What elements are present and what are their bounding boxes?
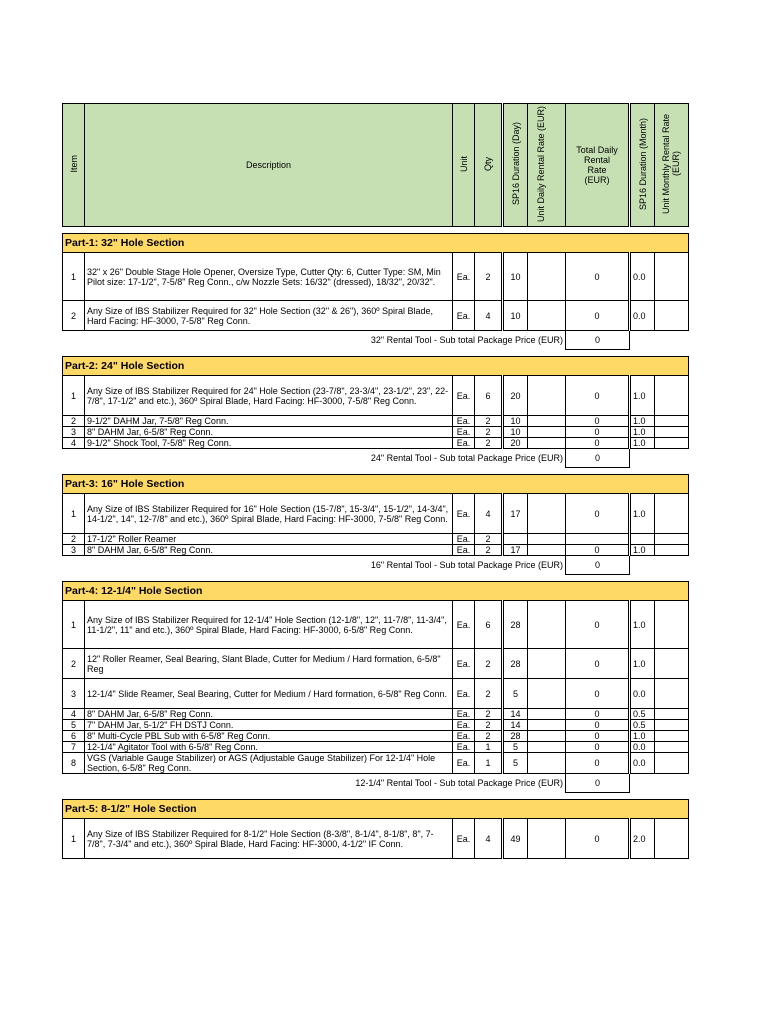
item-unit: Ea. xyxy=(453,545,475,556)
section-title: Part-2: 24" Hole Section xyxy=(63,357,689,376)
item-unit-daily-rate xyxy=(528,731,566,742)
item-duration-month: 1.0 xyxy=(630,601,655,649)
item-duration-day: 28 xyxy=(503,601,528,649)
spacer xyxy=(63,575,689,582)
item-unit-monthly-rate xyxy=(655,720,689,731)
header-description: Description xyxy=(85,104,453,227)
item-unit-daily-rate xyxy=(528,376,566,416)
table-row xyxy=(63,720,689,731)
item-unit: Ea. xyxy=(453,649,475,679)
item-duration-day: 49 xyxy=(503,819,528,859)
item-number: 2 xyxy=(63,416,85,427)
item-unit: Ea. xyxy=(453,253,475,301)
subtotal-label: 16" Rental Tool - Sub total Package Price (EUR) xyxy=(370,560,563,571)
table-row xyxy=(63,819,689,859)
item-unit: Ea. xyxy=(453,601,475,649)
item-total-daily-rate: 0 xyxy=(566,438,630,449)
item-description: 8" DAHM Jar, 6-5/8" Reg Conn. xyxy=(85,709,453,720)
item-duration-day xyxy=(503,534,528,545)
item-description: 9-1/2" Shock Tool, 7-5/8" Reg Conn. xyxy=(85,438,453,449)
section-header xyxy=(63,475,689,494)
table-row xyxy=(63,731,689,742)
item-unit-daily-rate xyxy=(528,601,566,649)
item-total-daily-rate: 0 xyxy=(566,649,630,679)
item-duration-day: 10 xyxy=(503,301,528,331)
subtotal-spacer xyxy=(630,331,689,350)
item-number: 2 xyxy=(63,301,85,331)
subtotal-row xyxy=(63,331,689,350)
item-number: 1 xyxy=(63,253,85,301)
section-title: Part-3: 16" Hole Section xyxy=(63,475,689,494)
header-unit-daily xyxy=(528,104,566,227)
item-number: 3 xyxy=(63,545,85,556)
item-total-daily-rate: 0 xyxy=(566,253,630,301)
item-unit: Ea. xyxy=(453,438,475,449)
header-qty-label: Qty xyxy=(483,156,493,171)
item-unit-daily-rate xyxy=(528,753,566,774)
item-unit-monthly-rate xyxy=(655,416,689,427)
header-total-daily: Total Daily Rental Rate (EUR) xyxy=(566,104,630,227)
rental-table xyxy=(62,103,689,859)
item-duration-day: 28 xyxy=(503,649,528,679)
subtotal-row xyxy=(63,556,689,575)
table-row xyxy=(63,534,689,545)
spacer xyxy=(63,468,689,475)
item-qty: 2 xyxy=(475,438,503,449)
table-row xyxy=(63,494,689,534)
item-duration-day: 5 xyxy=(503,679,528,709)
item-duration-day: 10 xyxy=(503,427,528,438)
subtotal-value: 0 xyxy=(566,774,630,793)
item-unit: Ea. xyxy=(453,720,475,731)
item-description: 12" Roller Reamer, Seal Bearing, Slant Blade, Cutter for Medium / Hard formation, 6-5/8" Reg xyxy=(85,649,453,679)
item-description: Any Size of IBS Stabilizer Required for 32" Hole Section (32" & 26"), 360º Spiral Blade, Hard Facing: HF-3000, 7-5/8" Reg Conn. xyxy=(85,301,453,331)
rental-tool-sheet xyxy=(62,103,690,859)
item-unit: Ea. xyxy=(453,819,475,859)
item-duration-month: 0.5 xyxy=(630,709,655,720)
item-unit-monthly-rate xyxy=(655,601,689,649)
table-row xyxy=(63,301,689,331)
item-total-daily-rate: 0 xyxy=(566,427,630,438)
subtotal-label: 24" Rental Tool - Sub total Package Price (EUR) xyxy=(370,453,563,464)
item-description: 32" x 26" Double Stage Hole Opener, Oversize Type, Cutter Qty: 6, Cutter Type: SM, Min Pilot size: 17-1/2", 7-5/8" Reg Conn., c/w Nozzle Sets: 16/32" (dressed), 18/32", 20/32". xyxy=(85,253,453,301)
item-duration-month: 0.5 xyxy=(630,720,655,731)
item-unit: Ea. xyxy=(453,494,475,534)
item-unit-monthly-rate xyxy=(655,709,689,720)
item-qty: 4 xyxy=(475,301,503,331)
subtotal-value: 0 xyxy=(566,331,630,350)
item-description: 9-1/2" DAHM Jar, 7-5/8" Reg Conn. xyxy=(85,416,453,427)
header-sp16-day-label: SP16 Duration (Day) xyxy=(510,122,521,206)
item-unit-daily-rate xyxy=(528,253,566,301)
item-duration-month: 1.0 xyxy=(630,649,655,679)
item-description: Any Size of IBS Stabilizer Required for 24" Hole Section (23-7/8", 23-3/4", 23-1/2", 23", 22-7/8", 17-1/2" and etc.), 360º Spiral Blade, Hard Facing: HF-3000, 7-5/8" Reg Conn. xyxy=(85,376,453,416)
header-item-label: Item xyxy=(68,155,79,173)
item-unit-daily-rate xyxy=(528,534,566,545)
item-qty: 2 xyxy=(475,427,503,438)
item-duration-day: 10 xyxy=(503,416,528,427)
item-number: 1 xyxy=(63,819,85,859)
item-unit: Ea. xyxy=(453,427,475,438)
item-qty: 2 xyxy=(475,534,503,545)
item-unit-daily-rate xyxy=(528,679,566,709)
item-total-daily-rate: 0 xyxy=(566,301,630,331)
header-row xyxy=(63,104,689,227)
header-sp16-day xyxy=(503,104,528,227)
item-qty: 2 xyxy=(475,679,503,709)
item-unit: Ea. xyxy=(453,679,475,709)
item-qty: 2 xyxy=(475,731,503,742)
item-description: Any Size of IBS Stabilizer Required for 16" Hole Section (15-7/8", 15-3/4", 15-1/2", 14-3/4", 14-1/2", 14", 12-7/8" and etc.), 360º Spiral Blade, Hard Facing: HF-3000, 7-5/8" Reg Conn. xyxy=(85,494,453,534)
header-unit-monthly-label: Unit Monthly Rental Rate (EUR) xyxy=(660,113,681,215)
item-unit: Ea. xyxy=(453,742,475,753)
table-row xyxy=(63,709,689,720)
item-total-daily-rate xyxy=(566,534,630,545)
item-description: 12-1/4" Agitator Tool with 6-5/8" Reg Conn. xyxy=(85,742,453,753)
item-total-daily-rate: 0 xyxy=(566,601,630,649)
item-unit-monthly-rate xyxy=(655,731,689,742)
section-title: Part-5: 8-1/2" Hole Section xyxy=(63,800,689,819)
item-duration-day: 17 xyxy=(503,494,528,534)
item-unit-monthly-rate xyxy=(655,753,689,774)
table-row xyxy=(63,416,689,427)
section-header xyxy=(63,357,689,376)
item-duration-month: 0.0 xyxy=(630,679,655,709)
section-title: Part-4: 12-1/4" Hole Section xyxy=(63,582,689,601)
table-row xyxy=(63,679,689,709)
item-qty: 2 xyxy=(475,720,503,731)
table-row xyxy=(63,545,689,556)
section-header xyxy=(63,234,689,253)
item-duration-day: 5 xyxy=(503,742,528,753)
section-title: Part-1: 32" Hole Section xyxy=(63,234,689,253)
item-number: 5 xyxy=(63,720,85,731)
item-unit-daily-rate xyxy=(528,720,566,731)
item-total-daily-rate: 0 xyxy=(566,731,630,742)
item-unit-daily-rate xyxy=(528,416,566,427)
item-number: 4 xyxy=(63,709,85,720)
section-header xyxy=(63,800,689,819)
item-unit-daily-rate xyxy=(528,742,566,753)
item-unit-monthly-rate xyxy=(655,819,689,859)
table-row xyxy=(63,742,689,753)
item-unit-monthly-rate xyxy=(655,545,689,556)
item-unit-daily-rate xyxy=(528,301,566,331)
item-description: Any Size of IBS Stabilizer Required for 12-1/4" Hole Section (12-1/8", 12", 11-7/8", 11-3/4", 11-1/2", 11" and etc.), 360º Spiral Blade, Hard Facing: HF-3000, 6-5/8" Reg Conn. xyxy=(85,601,453,649)
item-qty: 2 xyxy=(475,709,503,720)
item-duration-day: 5 xyxy=(503,753,528,774)
item-unit-monthly-rate xyxy=(655,438,689,449)
item-qty: 4 xyxy=(475,819,503,859)
item-duration-month xyxy=(630,534,655,545)
item-duration-day: 14 xyxy=(503,720,528,731)
item-duration-day: 17 xyxy=(503,545,528,556)
item-total-daily-rate: 0 xyxy=(566,720,630,731)
item-number: 6 xyxy=(63,731,85,742)
item-description: 12-1/4" Slide Reamer, Seal Bearing, Cutter for Medium / Hard formation, 6-5/8" Reg Conn. xyxy=(85,679,453,709)
item-duration-month: 1.0 xyxy=(630,438,655,449)
subtotal-label: 12-1/4" Rental Tool - Sub total Package Price (EUR) xyxy=(355,778,563,789)
header-sp16-month-label: SP16 Duration (Month) xyxy=(637,117,648,211)
item-number: 4 xyxy=(63,438,85,449)
item-unit: Ea. xyxy=(453,534,475,545)
item-number: 3 xyxy=(63,679,85,709)
item-duration-day: 28 xyxy=(503,731,528,742)
item-qty: 2 xyxy=(475,253,503,301)
item-unit-monthly-rate xyxy=(655,649,689,679)
item-unit-daily-rate xyxy=(528,438,566,449)
item-unit: Ea. xyxy=(453,301,475,331)
item-number: 1 xyxy=(63,601,85,649)
item-duration-month: 2.0 xyxy=(630,819,655,859)
item-qty: 2 xyxy=(475,649,503,679)
spacer xyxy=(63,227,689,234)
item-number: 8 xyxy=(63,753,85,774)
item-total-daily-rate: 0 xyxy=(566,494,630,534)
header-unit-monthly xyxy=(655,104,689,227)
item-unit: Ea. xyxy=(453,376,475,416)
item-duration-month: 1.0 xyxy=(630,731,655,742)
subtotal-spacer xyxy=(630,449,689,468)
item-number: 2 xyxy=(63,649,85,679)
header-qty xyxy=(475,104,503,227)
item-number: 3 xyxy=(63,427,85,438)
item-unit-monthly-rate xyxy=(655,679,689,709)
item-unit-daily-rate xyxy=(528,709,566,720)
subtotal-value: 0 xyxy=(566,449,630,468)
item-unit-monthly-rate xyxy=(655,301,689,331)
item-duration-day: 20 xyxy=(503,438,528,449)
header-item xyxy=(63,104,85,227)
spacer xyxy=(63,350,689,357)
subtotal-value: 0 xyxy=(566,556,630,575)
item-description: 17-1/2" Roller Reamer xyxy=(85,534,453,545)
section-header xyxy=(63,582,689,601)
item-qty: 1 xyxy=(475,742,503,753)
item-description: VGS (Variable Gauge Stabilizer) or AGS (Adjustable Gauge Stabilizer) For 12-1/4" Hole Section, 6-5/8" Reg Conn. xyxy=(85,753,453,774)
item-duration-day: 20 xyxy=(503,376,528,416)
subtotal-label: 32" Rental Tool - Sub total Package Price (EUR) xyxy=(370,335,563,346)
item-unit: Ea. xyxy=(453,709,475,720)
item-unit: Ea. xyxy=(453,416,475,427)
item-total-daily-rate: 0 xyxy=(566,416,630,427)
item-unit-monthly-rate xyxy=(655,376,689,416)
item-duration-month: 1.0 xyxy=(630,416,655,427)
table-row xyxy=(63,753,689,774)
item-unit: Ea. xyxy=(453,731,475,742)
table-row xyxy=(63,376,689,416)
item-number: 1 xyxy=(63,494,85,534)
item-description: Any Size of IBS Stabilizer Required for 8-1/2" Hole Section (8-3/8", 8-1/4", 8-1/8", 8", 7-7/8", 7-3/4" and etc.), 360º Spiral Blade, Hard Facing: HF-3000, 4-1/2" IF Conn. xyxy=(85,819,453,859)
item-duration-day: 10 xyxy=(503,253,528,301)
header-unit xyxy=(453,104,475,227)
item-total-daily-rate: 0 xyxy=(566,709,630,720)
item-duration-month: 1.0 xyxy=(630,545,655,556)
item-unit-daily-rate xyxy=(528,427,566,438)
item-number: 1 xyxy=(63,376,85,416)
item-qty: 6 xyxy=(475,601,503,649)
header-unit-label: Unit xyxy=(458,155,469,172)
subtotal-spacer xyxy=(630,774,689,793)
item-unit-daily-rate xyxy=(528,649,566,679)
item-unit-daily-rate xyxy=(528,545,566,556)
item-total-daily-rate: 0 xyxy=(566,679,630,709)
item-qty: 1 xyxy=(475,753,503,774)
subtotal-spacer xyxy=(630,556,689,575)
item-number: 7 xyxy=(63,742,85,753)
spacer xyxy=(63,793,689,800)
item-duration-month: 0.0 xyxy=(630,253,655,301)
item-description: 7" DAHM Jar, 5-1/2" FH DSTJ Conn. xyxy=(85,720,453,731)
subtotal-row xyxy=(63,449,689,468)
table-row xyxy=(63,427,689,438)
table-row xyxy=(63,438,689,449)
item-total-daily-rate: 0 xyxy=(566,753,630,774)
table-row xyxy=(63,601,689,649)
item-unit-monthly-rate xyxy=(655,742,689,753)
item-unit-monthly-rate xyxy=(655,534,689,545)
item-qty: 6 xyxy=(475,376,503,416)
item-qty: 2 xyxy=(475,545,503,556)
item-unit-monthly-rate xyxy=(655,427,689,438)
item-total-daily-rate: 0 xyxy=(566,819,630,859)
item-unit-monthly-rate xyxy=(655,253,689,301)
item-duration-month: 0.0 xyxy=(630,742,655,753)
item-duration-month: 0.0 xyxy=(630,753,655,774)
item-unit-monthly-rate xyxy=(655,494,689,534)
header-sp16-month xyxy=(630,104,655,227)
item-number: 2 xyxy=(63,534,85,545)
item-duration-month: 1.0 xyxy=(630,494,655,534)
item-total-daily-rate: 0 xyxy=(566,545,630,556)
item-total-daily-rate: 0 xyxy=(566,376,630,416)
table-row xyxy=(63,649,689,679)
item-description: 8" DAHM Jar, 6-5/8" Reg Conn. xyxy=(85,427,453,438)
item-description: 8" Multi-Cycle PBL Sub with 6-5/8" Reg Conn. xyxy=(85,731,453,742)
item-qty: 2 xyxy=(475,416,503,427)
item-description: 8" DAHM Jar, 6-5/8" Reg Conn. xyxy=(85,545,453,556)
item-qty: 4 xyxy=(475,494,503,534)
table-row xyxy=(63,253,689,301)
item-duration-day: 14 xyxy=(503,709,528,720)
header-unit-daily-label: Unit Daily Rental Rate (EUR) xyxy=(535,105,546,223)
item-unit-daily-rate xyxy=(528,494,566,534)
item-unit: Ea. xyxy=(453,753,475,774)
item-duration-month: 1.0 xyxy=(630,376,655,416)
item-unit-daily-rate xyxy=(528,819,566,859)
item-duration-month: 0.0 xyxy=(630,301,655,331)
item-total-daily-rate: 0 xyxy=(566,742,630,753)
item-duration-month: 1.0 xyxy=(630,427,655,438)
subtotal-row xyxy=(63,774,689,793)
